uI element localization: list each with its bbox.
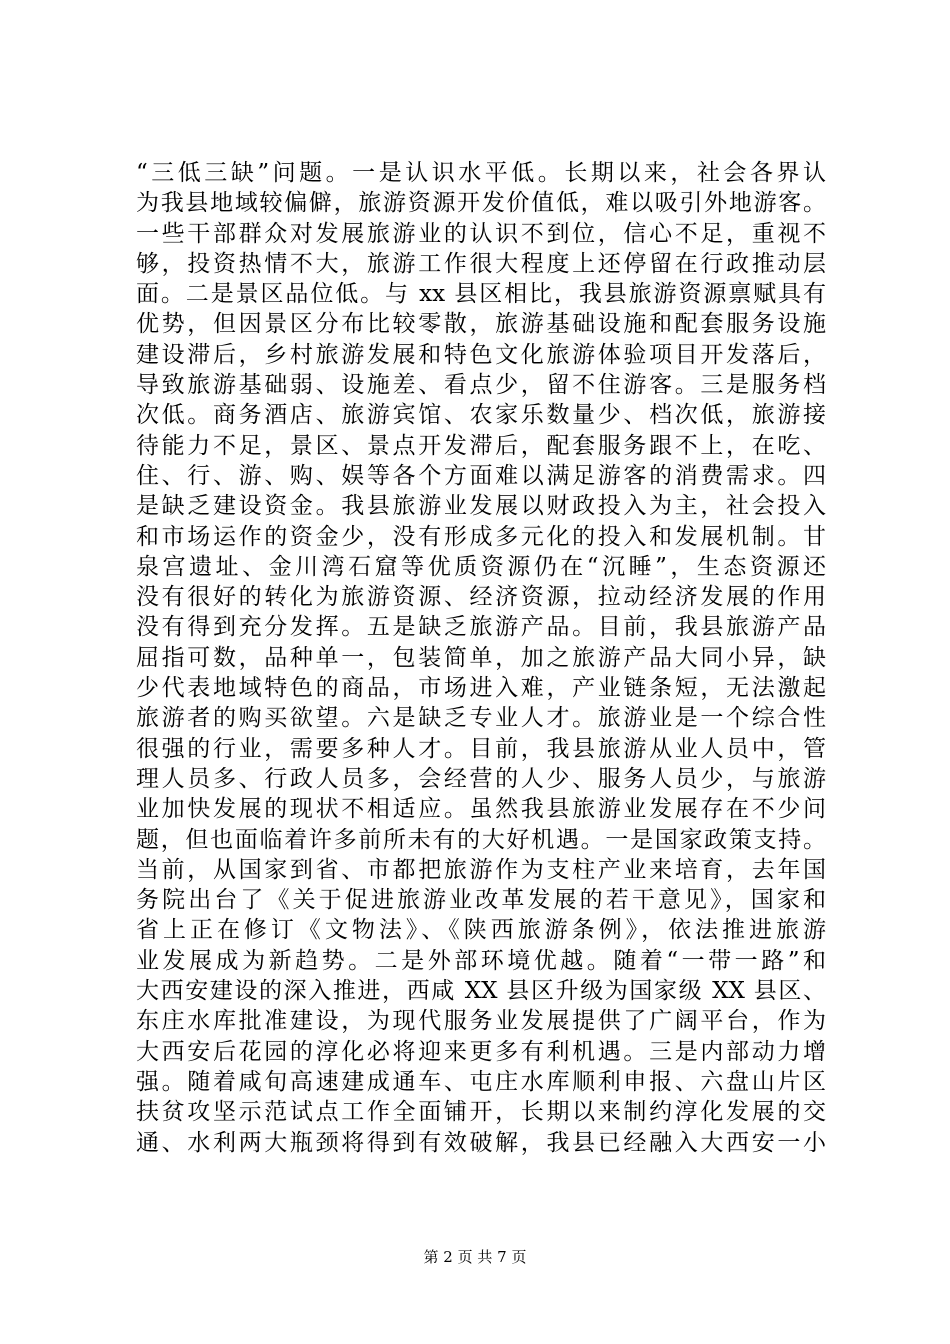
text-line: 一些干部群众对发展旅游业的认识不到位，信心不足，重视不: [136, 220, 826, 247]
text-line: 当前，从国家到省、市都把旅游作为支柱产业来培育，去年国: [136, 856, 826, 883]
text-line: 待能力不足，景区、景点开发滞后，配套服务跟不上，在吃、: [136, 432, 826, 459]
text-line: 理人员多、行政人员多，会经营的人少、服务人员少，与旅游: [136, 765, 826, 792]
text-line: 够，投资热情不大，旅游工作很大程度上还停留在行政推动层: [136, 250, 826, 277]
text-line: 少代表地域特色的商品，市场进入难，产业链条短，无法激起: [136, 675, 826, 702]
text-line: 东庄水库批准建设，为现代服务业发展提供了广阔平台，作为: [136, 1008, 826, 1035]
text-line: “三低三缺”问题。一是认识水平低。长期以来，社会各界认: [136, 160, 826, 186]
page-number-footer: 第 2 页 共 7 页: [423, 1248, 527, 1266]
text-line: 很强的行业，需要多种人才。目前，我县旅游从业人员中，管: [136, 735, 826, 762]
text-line: 住、行、游、购、娱等各个方面难以满足游客的消费需求。四: [136, 462, 826, 489]
text-line: 没有得到充分发挥。五是缺乏旅游产品。目前，我县旅游产品: [136, 614, 826, 641]
text-line: 大西安后花园的淳化必将迎来更多有利机遇。三是内部动力增: [136, 1038, 826, 1065]
text-line: 建设滞后，乡村旅游发展和特色文化旅游体验项目开发落后，: [136, 341, 826, 368]
body-paragraph: [136, 158, 826, 1158]
text-line: 次低。商务酒店、旅游宾馆、农家乐数量少、档次低，旅游接: [136, 402, 826, 429]
text-line: 扶贫攻坚示范试点工作全面铺开，长期以来制约淳化发展的交: [136, 1099, 826, 1126]
text-line: 是缺乏建设资金。我县旅游业发展以财政投入为主，社会投入: [136, 493, 826, 520]
text-line: 和市场运作的资金少，没有形成多元化的投入和发展机制。甘: [136, 523, 826, 550]
text-line: 大西安建设的深入推进，西咸 XX 县区升级为国家级 XX 县区、: [136, 978, 826, 1005]
text-line: 优势，但因景区分布比较零散，旅游基础设施和配套服务设施: [136, 311, 826, 338]
text-line: 为我县地域较偏僻，旅游资源开发价值低，难以吸引外地游客。: [136, 190, 826, 217]
text-line: 泉宫遗址、金川湾石窟等优质资源仍在“沉睡”，生态资源还: [136, 553, 826, 580]
text-line: 省上正在修订《文物法》、《陕西旅游条例》，依法推进旅游: [136, 917, 826, 944]
text-line: 导致旅游基础弱、设施差、看点少，留不住游客。三是服务档: [136, 372, 826, 399]
text-line: 屈指可数，品种单一，包装简单，加之旅游产品大同小异，缺: [136, 644, 826, 671]
text-line: 没有很好的转化为旅游资源、经济资源，拉动经济发展的作用: [136, 584, 826, 611]
text-line: 旅游者的购买欲望。六是缺乏专业人才。旅游业是一个综合性: [136, 705, 826, 732]
text-line: 题，但也面临着许多前所未有的大好机遇。一是国家政策支持。: [136, 826, 826, 853]
text-line: 面。二是景区品位低。与 xx 县区相比，我县旅游资源禀赋具有: [136, 281, 826, 308]
text-line: 业加快发展的现状不相适应。虽然我县旅游业发展存在不少问: [136, 796, 826, 823]
text-line: 通、水利两大瓶颈将得到有效破解，我县已经融入大西安一小: [136, 1129, 826, 1156]
text-line: 强。随着咸旬高速建成通车、屯庄水库顺利申报、六盘山片区: [136, 1068, 826, 1095]
text-line: 业发展成为新趋势。二是外部环境优越。随着“一带一路”和: [136, 947, 826, 974]
text-line: 务院出台了《关于促进旅游业改革发展的若干意见》，国家和: [136, 887, 826, 914]
